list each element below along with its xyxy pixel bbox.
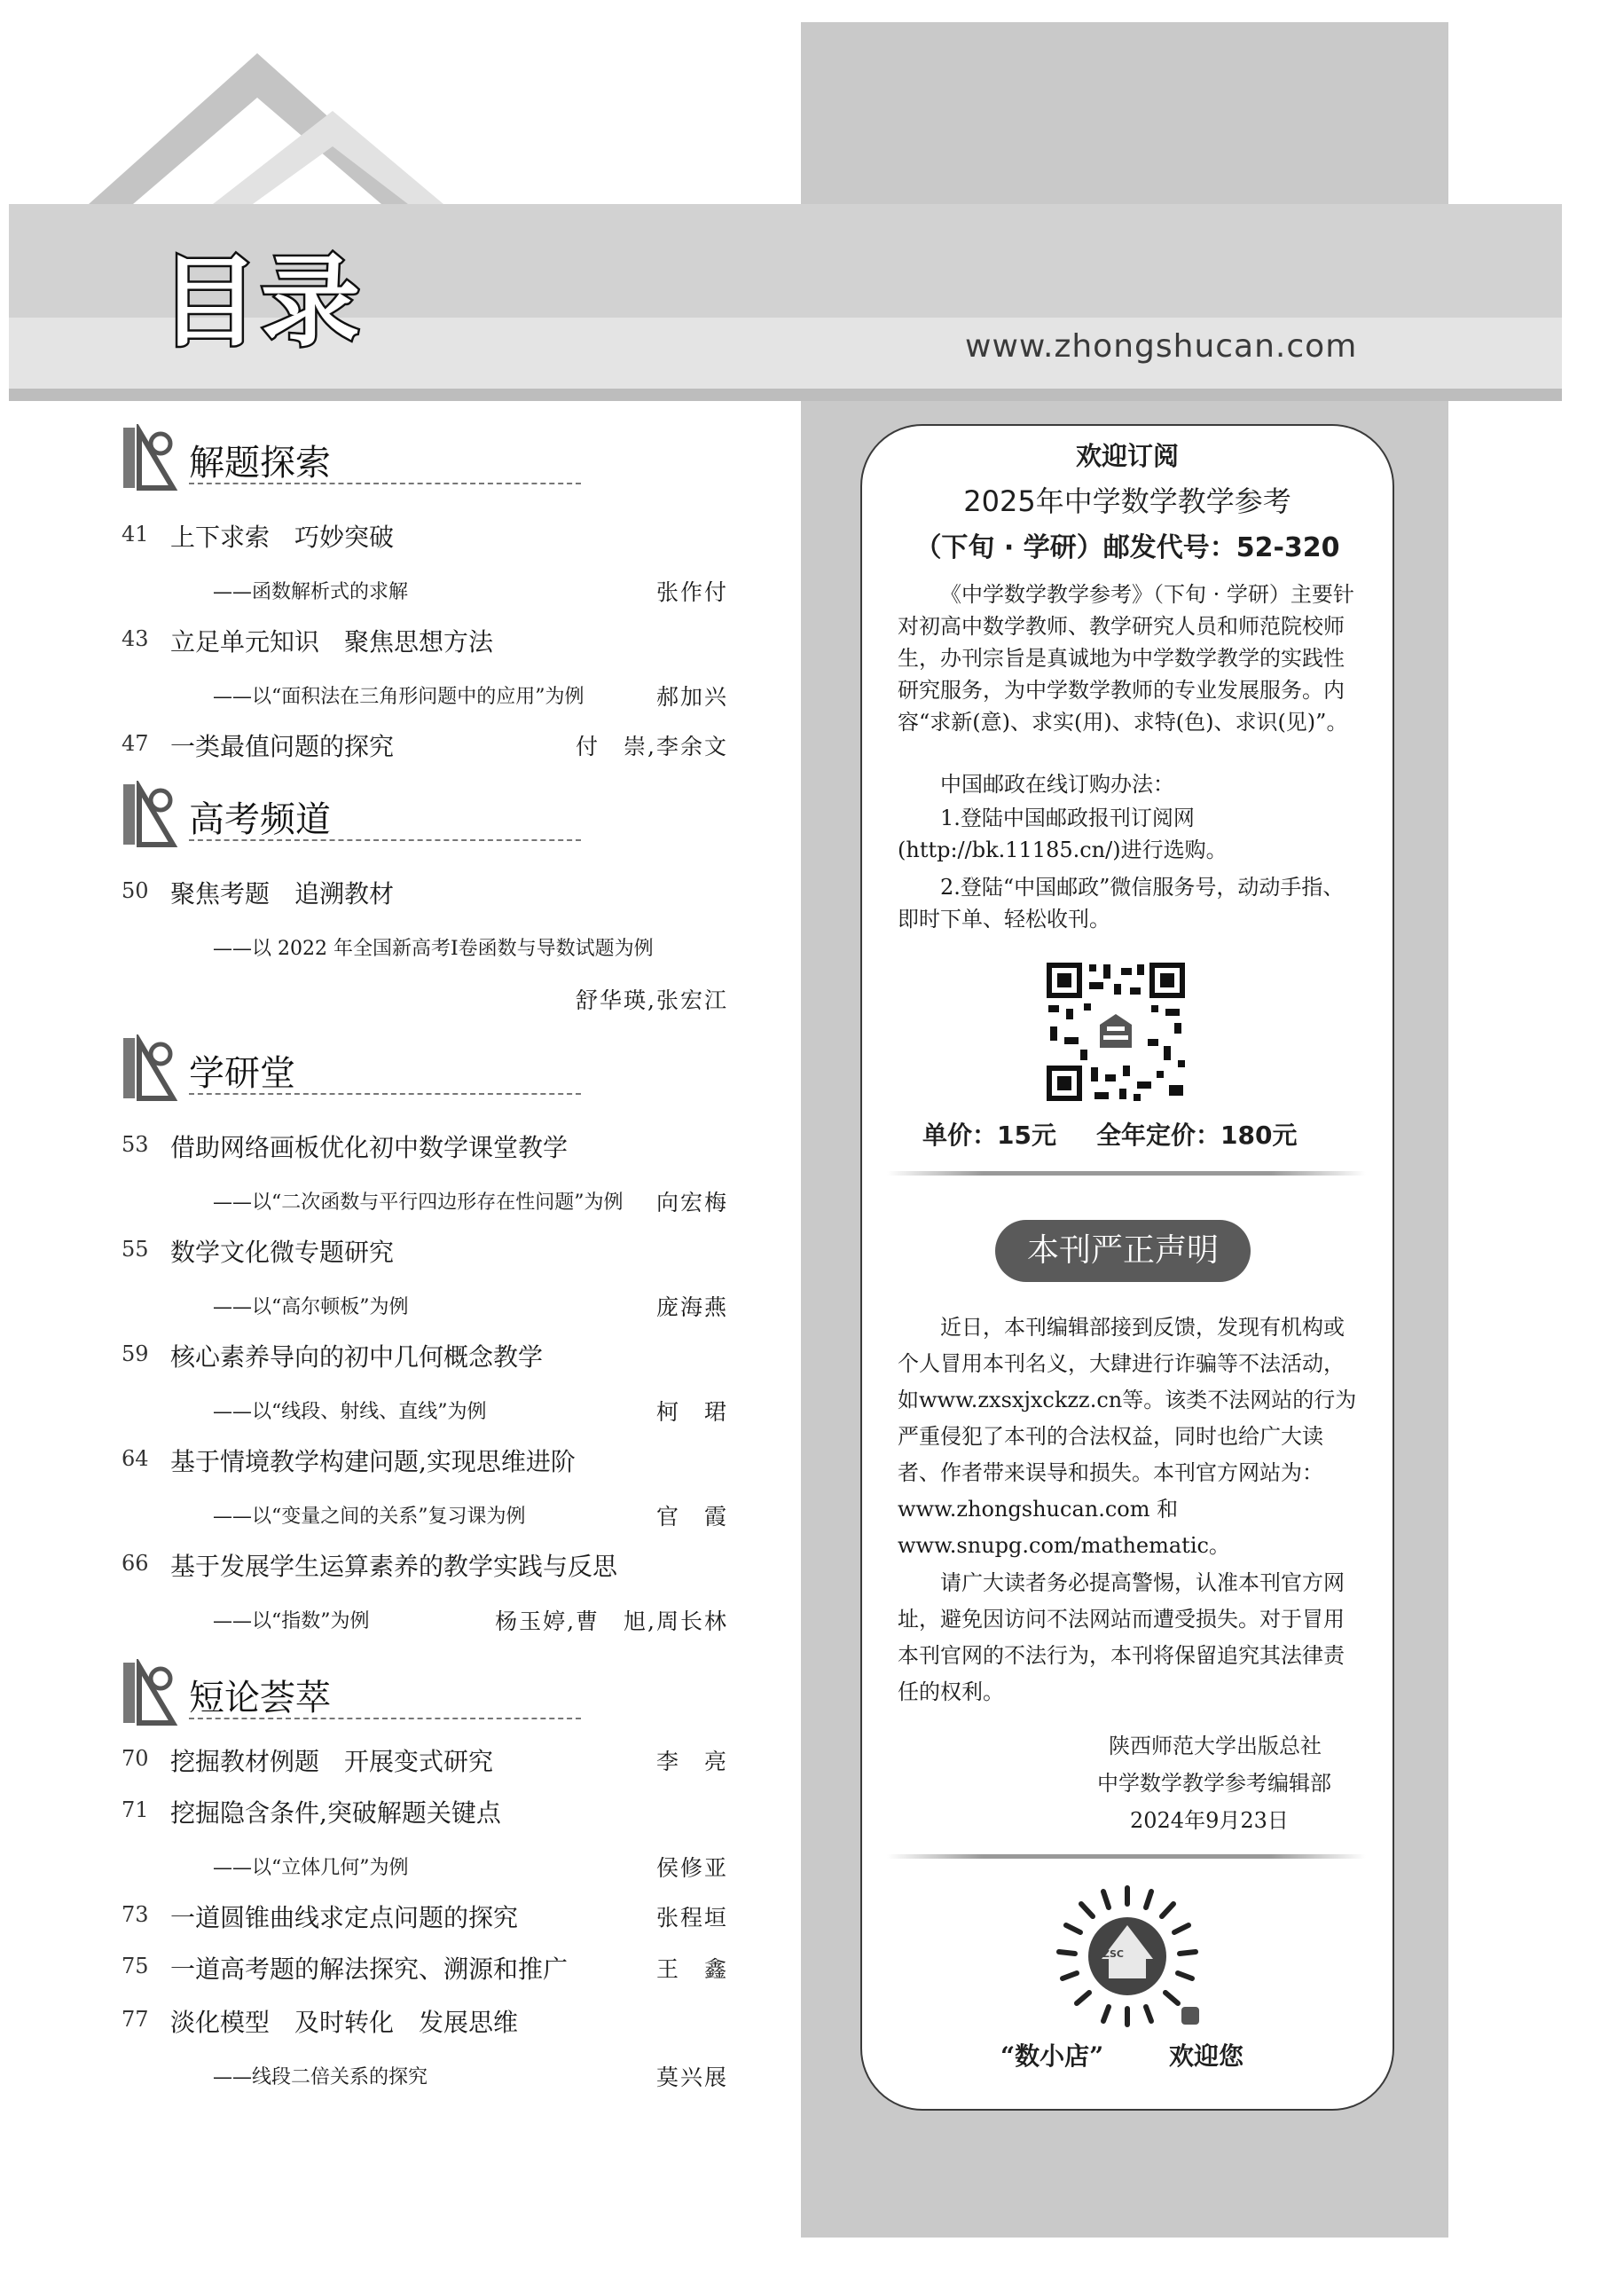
subscription-qr-code[interactable]	[1045, 961, 1187, 1103]
roof-logo-graphic	[80, 35, 452, 213]
entry-author: 张作付	[655, 579, 728, 605]
entry-author: 庞海燕	[655, 1294, 728, 1320]
entry-author: 向宏梅	[655, 1190, 728, 1215]
statement-editorial-office: 中学数学教学参考编辑部	[1097, 1771, 1331, 1796]
panel-divider	[887, 1171, 1366, 1176]
ruler-triangle-icon	[120, 781, 182, 848]
section-title: 解题探索	[189, 443, 331, 484]
entry-subtitle: ——以“变量之间的关系”复习课为例	[213, 1506, 526, 1528]
entry-subtitle: ——以“高尔顿板”为例	[213, 1296, 409, 1318]
entry-author: 郝加兴	[655, 684, 728, 710]
entry-page-number: 47	[122, 731, 149, 756]
entry-page-number: 71	[122, 1797, 149, 1822]
shop-miniprogram-code[interactable]	[1054, 1883, 1201, 2030]
subscribe-step-1: 1.登陆中国邮政报刊订阅网(http://bk.11185.cn/)进行选购。	[898, 806, 1228, 862]
entry-title[interactable]: 一道高考题的解法探究、溯源和推广	[170, 1954, 569, 1984]
entry-page-number: 64	[122, 1446, 149, 1471]
entry-author: 舒华瑛,张宏江	[576, 987, 728, 1013]
section-title: 高考频道	[189, 799, 331, 840]
entry-title[interactable]: 核心素养导向的初中几何概念教学	[170, 1342, 544, 1372]
statement-title-badge: 本刊严正声明	[995, 1220, 1251, 1282]
entry-author: 李 亮	[655, 1749, 728, 1774]
ruler-triangle-icon	[120, 424, 182, 492]
subscribe-intro: 《中学数学教学参考》（下旬 · 学研）主要针对初高中数学教师、教学研究人员和师范院校师生，办刊宗旨是真诚地为中学数学教学的实践性研究服务，为中学数学教师的专业发展服务。内容“求新(意)、求实(用)、求特(色)、求识(见)”。	[898, 582, 1354, 735]
entry-author: 侯修亚	[655, 1855, 728, 1881]
entry-subtitle: ——函数解析式的求解	[213, 581, 409, 603]
entry-title[interactable]: 数学文化微专题研究	[170, 1238, 395, 1267]
entry-author: 王 鑫	[655, 1956, 728, 1982]
entry-title[interactable]: 立足单元知识 聚焦思想方法	[170, 627, 494, 657]
entry-page-number: 75	[122, 1954, 149, 1978]
entry-title[interactable]: 挖掘隐含条件,突破解题关键点	[170, 1798, 501, 1828]
entry-subtitle: ——以“立体几何”为例	[213, 1857, 409, 1879]
entry-page-number: 50	[122, 878, 149, 903]
entry-title[interactable]: 借助网络画板优化初中数学课堂教学	[170, 1133, 569, 1162]
panel-divider	[887, 1854, 1366, 1859]
entry-author: 莫兴展	[655, 2065, 728, 2090]
entry-subtitle: ——线段二倍关系的探究	[213, 2066, 428, 2088]
subscribe-postal-code: （下旬 · 学研）邮发代号：52-320	[914, 532, 1340, 563]
entry-author: 柯 珺	[655, 1399, 728, 1425]
section-divider	[189, 839, 581, 841]
entry-subtitle: ——以“二次函数与平行四边形存在性问题”为例	[213, 1192, 624, 1214]
entry-page-number: 70	[122, 1746, 149, 1771]
subscribe-heading: 欢迎订阅	[1075, 441, 1179, 471]
header-band-edge	[9, 389, 1562, 401]
entry-title[interactable]: 淡化模型 及时转化 发展思维	[170, 2008, 519, 2037]
entry-title[interactable]: 基于情境教学构建问题,实现思维进阶	[170, 1447, 576, 1476]
entry-author: 付 崇,李余文	[576, 734, 728, 759]
website-url[interactable]: www.zhongshucan.com	[965, 328, 1358, 365]
entry-title[interactable]: 一类最值问题的探究	[170, 732, 395, 761]
shop-name-caption: “数小店”	[1000, 2041, 1104, 2071]
section-divider	[189, 1718, 581, 1719]
section-divider	[189, 1093, 581, 1095]
entry-page-number: 43	[122, 626, 149, 651]
entry-page-number: 59	[122, 1341, 149, 1366]
entry-title[interactable]: 挖掘教材例题 开展变式研究	[170, 1747, 494, 1776]
entry-author: 官 霞	[655, 1504, 728, 1530]
entry-page-number: 77	[122, 2007, 149, 2032]
statement-date: 2024年9月23日	[1130, 1808, 1289, 1833]
entry-title[interactable]: 上下求索 巧妙突破	[170, 523, 395, 552]
entry-page-number: 66	[122, 1551, 149, 1576]
statement-paragraph-1: 近日，本刊编辑部接到反馈，发现有机构或个人冒用本刊名义，大肆进行诈骗等不法活动，如www.zxsxjxckzz.cn等。该类不法网站的行为严重侵犯了本刊的合法权益，同时也给广大读者、作者带来误导和损失。本刊官方网站为：www.zhongshucan.com 和 www.snupg.com/mathematic。	[898, 1315, 1357, 1558]
ruler-triangle-icon	[120, 1659, 182, 1726]
entry-page-number: 73	[122, 1902, 149, 1927]
entry-page-number: 41	[122, 522, 149, 547]
entry-title[interactable]: 一道圆锥曲线求定点问题的探究	[170, 1903, 519, 1932]
section-title: 学研堂	[189, 1053, 295, 1094]
price-single: 单价：15元	[922, 1121, 1056, 1150]
ruler-triangle-icon	[120, 1034, 182, 1102]
shop-logo-text: ZSC	[1102, 1948, 1124, 1960]
page-title: 目录	[160, 245, 362, 360]
statement-publisher: 陕西师范大学出版总社	[1109, 1734, 1322, 1758]
subscribe-howto-title: 中国邮政在线订购办法：	[940, 772, 1174, 797]
entry-page-number: 55	[122, 1237, 149, 1262]
section-title: 短论荟萃	[189, 1678, 331, 1719]
entry-page-number: 53	[122, 1132, 149, 1157]
subscribe-step-2: 2.登陆“中国邮政”微信服务号，动动手指、即时下单、轻松收刊。	[898, 875, 1345, 932]
statement-paragraph-2: 请广大读者务必提高警惕，认准本刊官方网址，避免因访问不法网站而遭受损失。对于冒用本刊官网的不法行为，本刊将保留追究其法律责任的权利。	[898, 1570, 1345, 1704]
entry-author: 张程垣	[655, 1905, 728, 1931]
entry-author: 杨玉婷,曹 旭,周长林	[495, 1608, 728, 1634]
price-annual: 全年定价：180元	[1096, 1121, 1298, 1150]
subscribe-journal-name: 2025年中学数学教学参考	[963, 484, 1291, 518]
entry-subtitle: ——以 2022 年全国新高考Ⅰ卷函数与导数试题为例	[213, 938, 654, 960]
shop-welcome-caption: 欢迎您	[1169, 2041, 1244, 2071]
entry-subtitle: ——以“面积法在三角形问题中的应用”为例	[213, 686, 584, 708]
entry-subtitle: ——以“指数”为例	[213, 1610, 370, 1632]
section-divider	[189, 483, 581, 484]
entry-subtitle: ——以“线段、射线、直线”为例	[213, 1401, 487, 1423]
entry-title[interactable]: 聚焦考题 追溯教材	[170, 879, 395, 908]
entry-title[interactable]: 基于发展学生运算素养的教学实践与反思	[170, 1552, 618, 1581]
